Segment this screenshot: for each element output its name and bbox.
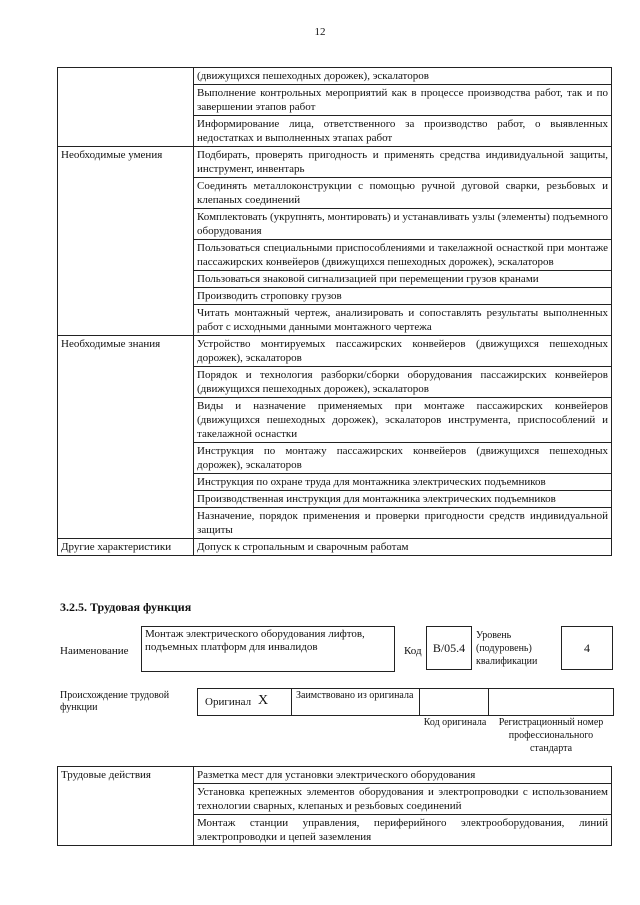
original-label: Оригинал bbox=[205, 696, 252, 708]
code-caption: Код оригинала bbox=[423, 717, 487, 728]
original-mark: X bbox=[258, 693, 269, 708]
row-text: Соединять металлоконструкции с помощью ручной дуговой сварки, резьбовых и клепаных соединений bbox=[194, 178, 612, 209]
row-text: Подбирать, проверять пригодность и применять средства индивидуальной защиты, инструмент, инвентарь bbox=[194, 147, 612, 178]
row-label: Другие характеристики bbox=[58, 539, 194, 556]
code-value: B/05.4 bbox=[426, 626, 472, 670]
name-label: Наименование bbox=[60, 645, 129, 657]
row-text: Назначение, порядок применения и проверки пригодности средств индивидуальной защиты bbox=[194, 508, 612, 539]
row-label: Необходимые умения bbox=[58, 147, 194, 336]
row-text: Порядок и технология разборки/сборки оборудования пассажирских конвейеров (движущихся пешеходных дорожек), эскалаторов bbox=[194, 367, 612, 398]
row-text: Монтаж станции управления, периферийного электрооборудования, линий электропроводки и цепей заземления bbox=[194, 815, 612, 846]
level-label: Уровень (подуровень) квалификации bbox=[476, 630, 538, 667]
row-text: Производственная инструкция для монтажника электрических подъемников bbox=[194, 491, 612, 508]
row-label bbox=[58, 68, 194, 147]
row-text: Допуск к стропальным и сварочным работам bbox=[194, 539, 612, 556]
row-text: Пользоваться знаковой сигнализацией при перемещении грузов кранами bbox=[194, 271, 612, 288]
reg-caption: Регистрационный номер профессионального стандарта bbox=[498, 717, 604, 754]
labor-actions-table bbox=[57, 766, 612, 846]
skills-knowledge-table bbox=[57, 67, 612, 556]
table-row bbox=[58, 539, 612, 556]
table-row bbox=[58, 147, 612, 178]
row-text: Информирование лица, ответственного за производство работ, о выявленных недостатках и выполненных этапах работ bbox=[194, 116, 612, 147]
row-text: Инструкция по монтажу пассажирских конвейеров (движущихся пешеходных дорожек), эскалаторов bbox=[194, 443, 612, 474]
row-text: Разметка мест для установки электрического оборудования bbox=[194, 767, 612, 784]
table-row bbox=[58, 767, 612, 784]
row-text: Устройство монтируемых пассажирских конвейеров (движущихся пешеходных дорожек), эскалаторов bbox=[194, 336, 612, 367]
origin-box bbox=[197, 688, 614, 716]
function-name-box bbox=[141, 626, 395, 672]
page-number: 12 bbox=[314, 26, 326, 38]
function-name-value: Монтаж электрического оборудования лифтов, подъемных платформ для инвалидов bbox=[145, 628, 365, 653]
row-label: Трудовые действия bbox=[58, 767, 194, 846]
table-row bbox=[58, 68, 612, 85]
row-text: Читать монтажный чертеж, анализировать и сопоставлять результаты выполненных работ с исходными данными монтажного чертежа bbox=[194, 305, 612, 336]
row-text: Виды и назначение применяемых при монтаже пассажирских конвейеров (движущихся пешеходных дорожек), эскалаторов инструмента, приспособлений и такелажной оснастки bbox=[194, 398, 612, 443]
row-text: Производить строповку грузов bbox=[194, 288, 612, 305]
row-text: Пользоваться специальными приспособлениями и такелажной оснасткой при монтаже пассажирских конвейеров (движущихся пешеходных дорожек), эскалаторов bbox=[194, 240, 612, 271]
row-text: Инструкция по охране труда для монтажника электрических подъемников bbox=[194, 474, 612, 491]
code-label: Код bbox=[404, 645, 422, 657]
row-text: (движущихся пешеходных дорожек), эскалаторов bbox=[194, 68, 612, 85]
row-text: Установка крепежных элементов оборудования и электропроводки с использованием технологии сварных, клепаных и резьбовых соединений bbox=[194, 784, 612, 815]
table-row bbox=[58, 336, 612, 367]
borrowed-label: Заимствовано из оригинала bbox=[296, 690, 414, 701]
section-title: 3.2.5. Трудовая функция bbox=[60, 600, 192, 614]
level-value: 4 bbox=[561, 626, 613, 670]
row-label: Необходимые знания bbox=[58, 336, 194, 539]
row-text: Комплектовать (укрупнять, монтировать) и устанавливать узлы (элементы) подъемного оборудования bbox=[194, 209, 612, 240]
origin-label: Происхождение трудовой функции bbox=[60, 690, 170, 713]
row-text: Выполнение контрольных мероприятий как в процессе производства работ, так и по завершении этапов работ bbox=[194, 85, 612, 116]
